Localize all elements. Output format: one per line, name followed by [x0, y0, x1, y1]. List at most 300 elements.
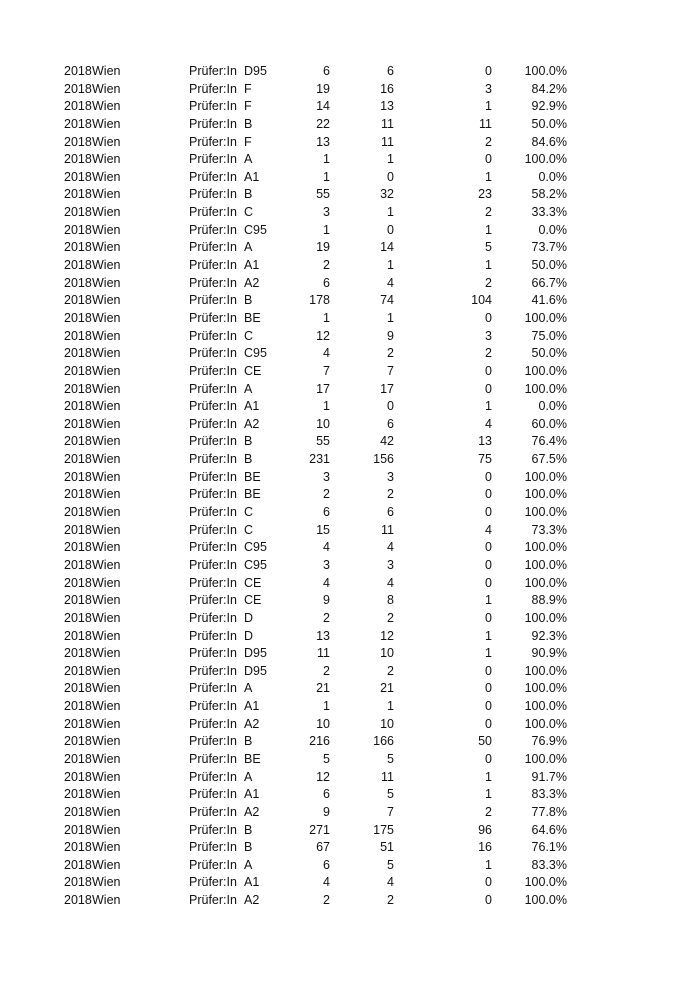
- table-row: [0, 751, 700, 769]
- total-count-cell: 13: [316, 628, 330, 643]
- license-class-cell: C95: [244, 346, 267, 361]
- license-class-cell: BE: [244, 487, 261, 502]
- location-cell: Wien: [92, 840, 121, 855]
- passed-count-cell: 6: [387, 64, 394, 78]
- total-count-cell: 14: [316, 99, 330, 114]
- license-class-cell: A: [244, 240, 253, 255]
- failed-count-cell: 0: [485, 152, 492, 167]
- failed-count-cell: 0: [485, 487, 492, 502]
- total-count-cell: 5: [323, 751, 330, 766]
- location-cell: Wien: [92, 646, 121, 661]
- examiner-cell: Prüfer:In: [189, 593, 237, 608]
- table-row: [0, 610, 700, 628]
- year-cell: 2018: [64, 822, 92, 837]
- pass-rate-cell: 84.2%: [531, 81, 567, 96]
- pass-rate-cell: 0.0%: [538, 222, 567, 237]
- table-row: [0, 504, 700, 522]
- table-row: [0, 592, 700, 610]
- pass-rate-cell: 58.2%: [531, 187, 567, 202]
- failed-count-cell: 1: [485, 787, 492, 802]
- year-cell: 2018: [64, 293, 92, 308]
- total-count-cell: 6: [323, 787, 330, 802]
- total-count-cell: 3: [323, 205, 330, 220]
- license-class-cell: D95: [244, 646, 267, 661]
- failed-count-cell: 3: [485, 328, 492, 343]
- passed-count-cell: 6: [387, 505, 394, 520]
- location-cell: Wien: [92, 293, 121, 308]
- table-row: [0, 433, 700, 451]
- license-class-cell: A2: [244, 893, 260, 908]
- pass-rate-cell: 100.0%: [524, 575, 567, 590]
- failed-count-cell: 1: [485, 169, 492, 184]
- table-row: [0, 628, 700, 646]
- failed-count-cell: 23: [478, 187, 492, 202]
- failed-count-cell: 16: [478, 840, 492, 855]
- year-cell: 2018: [64, 81, 92, 96]
- passed-count-cell: 11: [381, 769, 394, 784]
- license-class-cell: C: [244, 328, 254, 343]
- year-cell: 2018: [64, 787, 92, 802]
- passed-count-cell: 1: [387, 310, 394, 325]
- table-row: [0, 451, 700, 469]
- failed-count-cell: 0: [485, 610, 492, 625]
- passed-count-cell: 4: [387, 875, 394, 890]
- pass-rate-cell: 100.0%: [524, 310, 567, 325]
- examiner-cell: Prüfer:In: [189, 240, 237, 255]
- total-count-cell: 6: [323, 857, 330, 872]
- examiner-cell: Prüfer:In: [189, 734, 237, 749]
- table-row: [0, 698, 700, 716]
- license-class-cell: B: [244, 734, 253, 749]
- year-cell: 2018: [64, 557, 92, 572]
- passed-count-cell: 11: [381, 134, 394, 149]
- pass-rate-cell: 73.3%: [531, 522, 567, 537]
- passed-count-cell: 5: [387, 857, 394, 872]
- table-row: [0, 645, 700, 663]
- passed-count-cell: 175: [373, 822, 394, 837]
- location-cell: Wien: [92, 310, 121, 325]
- location-cell: Wien: [92, 328, 121, 343]
- failed-count-cell: 3: [485, 81, 492, 96]
- table-row: [0, 786, 700, 804]
- total-count-cell: 21: [316, 681, 330, 696]
- pass-rate-cell: 60.0%: [531, 416, 567, 431]
- pass-rate-cell: 76.4%: [531, 434, 567, 449]
- passed-count-cell: 166: [373, 734, 394, 749]
- table-row: [0, 328, 700, 346]
- examiner-cell: Prüfer:In: [189, 893, 237, 908]
- failed-count-cell: 0: [485, 310, 492, 325]
- location-cell: Wien: [92, 505, 121, 520]
- year-cell: 2018: [64, 663, 92, 678]
- passed-count-cell: 1: [387, 205, 394, 220]
- license-class-cell: A1: [244, 399, 260, 414]
- year-cell: 2018: [64, 346, 92, 361]
- pass-rate-cell: 100.0%: [524, 875, 567, 890]
- year-cell: 2018: [64, 222, 92, 237]
- failed-count-cell: 5: [485, 240, 492, 255]
- year-cell: 2018: [64, 258, 92, 273]
- passed-count-cell: 4: [387, 275, 394, 290]
- pass-rate-cell: 91.7%: [531, 769, 567, 784]
- location-cell: Wien: [92, 628, 121, 643]
- year-cell: 2018: [64, 328, 92, 343]
- passed-count-cell: 5: [387, 787, 394, 802]
- examiner-cell: Prüfer:In: [189, 522, 237, 537]
- passed-count-cell: 74: [380, 293, 394, 308]
- failed-count-cell: 0: [485, 751, 492, 766]
- location-cell: Wien: [92, 681, 121, 696]
- pass-rate-cell: 83.3%: [531, 787, 567, 802]
- year-cell: 2018: [64, 646, 92, 661]
- examiner-cell: Prüfer:In: [189, 469, 237, 484]
- passed-count-cell: 2: [387, 663, 394, 678]
- passed-count-cell: 4: [387, 540, 394, 555]
- license-class-cell: C: [244, 205, 254, 220]
- failed-count-cell: 0: [485, 699, 492, 714]
- license-class-cell: A1: [244, 875, 260, 890]
- pass-rate-cell: 76.1%: [531, 840, 567, 855]
- failed-count-cell: 11: [479, 116, 492, 131]
- location-cell: Wien: [92, 575, 121, 590]
- examiner-cell: Prüfer:In: [189, 381, 237, 396]
- failed-count-cell: 50: [478, 734, 492, 749]
- year-cell: 2018: [64, 416, 92, 431]
- total-count-cell: 55: [316, 434, 330, 449]
- failed-count-cell: 1: [485, 593, 492, 608]
- license-class-cell: A: [244, 769, 253, 784]
- passed-count-cell: 13: [380, 99, 394, 114]
- year-cell: 2018: [64, 751, 92, 766]
- passed-count-cell: 7: [387, 804, 394, 819]
- failed-count-cell: 104: [471, 293, 492, 308]
- examiner-cell: Prüfer:In: [189, 452, 237, 467]
- failed-count-cell: 4: [485, 416, 492, 431]
- examiner-cell: Prüfer:In: [189, 81, 237, 96]
- total-count-cell: 4: [323, 346, 330, 361]
- examiner-cell: Prüfer:In: [189, 663, 237, 678]
- year-cell: 2018: [64, 593, 92, 608]
- examiner-cell: Prüfer:In: [189, 822, 237, 837]
- pass-rate-cell: 100.0%: [524, 487, 567, 502]
- year-cell: 2018: [64, 857, 92, 872]
- examiner-cell: Prüfer:In: [189, 116, 237, 131]
- examiner-cell: Prüfer:In: [189, 646, 237, 661]
- passed-count-cell: 2: [387, 487, 394, 502]
- location-cell: Wien: [92, 222, 121, 237]
- year-cell: 2018: [64, 840, 92, 855]
- location-cell: Wien: [92, 399, 121, 414]
- license-class-cell: F: [244, 134, 252, 149]
- passed-count-cell: 16: [380, 81, 394, 96]
- failed-count-cell: 4: [485, 522, 492, 537]
- passed-count-cell: 32: [380, 187, 394, 202]
- table-row: [0, 486, 700, 504]
- location-cell: Wien: [92, 452, 121, 467]
- location-cell: Wien: [92, 187, 121, 202]
- license-class-cell: D: [244, 628, 254, 643]
- examiner-cell: Prüfer:In: [189, 152, 237, 167]
- failed-count-cell: 0: [485, 469, 492, 484]
- examiner-cell: Prüfer:In: [189, 769, 237, 784]
- passed-count-cell: 8: [387, 593, 394, 608]
- table-row: [0, 204, 700, 222]
- total-count-cell: 216: [309, 734, 330, 749]
- passed-count-cell: 11: [381, 116, 394, 131]
- pass-rate-cell: 0.0%: [538, 399, 567, 414]
- pass-rate-cell: 100.0%: [524, 681, 567, 696]
- examiner-cell: Prüfer:In: [189, 505, 237, 520]
- year-cell: 2018: [64, 205, 92, 220]
- failed-count-cell: 0: [485, 557, 492, 572]
- license-class-cell: A1: [244, 699, 260, 714]
- passed-count-cell: 1: [387, 152, 394, 167]
- pass-rate-cell: 92.9%: [531, 99, 567, 114]
- table-row: [0, 416, 700, 434]
- failed-count-cell: 0: [485, 540, 492, 555]
- examiner-cell: Prüfer:In: [189, 258, 237, 273]
- location-cell: Wien: [92, 787, 121, 802]
- passed-count-cell: 2: [387, 610, 394, 625]
- total-count-cell: 2: [323, 663, 330, 678]
- total-count-cell: 3: [323, 557, 330, 572]
- examiner-cell: Prüfer:In: [189, 134, 237, 149]
- year-cell: 2018: [64, 716, 92, 731]
- year-cell: 2018: [64, 893, 92, 908]
- license-class-cell: C95: [244, 540, 267, 555]
- table-row: [0, 892, 700, 910]
- table-row: [0, 874, 700, 892]
- examiner-cell: Prüfer:In: [189, 275, 237, 290]
- table-row: [0, 134, 700, 152]
- examiner-cell: Prüfer:In: [189, 610, 237, 625]
- location-cell: Wien: [92, 99, 121, 114]
- location-cell: Wien: [92, 469, 121, 484]
- failed-count-cell: 0: [485, 381, 492, 396]
- location-cell: Wien: [92, 116, 121, 131]
- license-class-cell: CE: [244, 593, 262, 608]
- total-count-cell: 12: [316, 769, 330, 784]
- location-cell: Wien: [92, 769, 121, 784]
- pass-rate-cell: 100.0%: [524, 152, 567, 167]
- year-cell: 2018: [64, 363, 92, 378]
- table-row: [0, 239, 700, 257]
- location-cell: Wien: [92, 346, 121, 361]
- year-cell: 2018: [64, 734, 92, 749]
- passed-count-cell: 3: [387, 469, 394, 484]
- table-row: [0, 539, 700, 557]
- year-cell: 2018: [64, 628, 92, 643]
- pass-rate-cell: 50.0%: [531, 116, 567, 131]
- license-class-cell: C95: [244, 557, 267, 572]
- pass-rate-cell: 77.8%: [531, 804, 567, 819]
- license-class-cell: BE: [244, 469, 261, 484]
- total-count-cell: 7: [323, 363, 330, 378]
- total-count-cell: 1: [323, 169, 330, 184]
- table-row: [0, 733, 700, 751]
- location-cell: Wien: [92, 822, 121, 837]
- examiner-cell: Prüfer:In: [189, 840, 237, 855]
- table-row: [0, 169, 700, 187]
- year-cell: 2018: [64, 399, 92, 414]
- location-cell: Wien: [92, 593, 121, 608]
- location-cell: Wien: [92, 434, 121, 449]
- location-cell: Wien: [92, 152, 121, 167]
- pass-rate-cell: 75.0%: [531, 328, 567, 343]
- examiner-cell: Prüfer:In: [189, 804, 237, 819]
- location-cell: Wien: [92, 610, 121, 625]
- location-cell: Wien: [92, 81, 121, 96]
- year-cell: 2018: [64, 169, 92, 184]
- total-count-cell: 1: [323, 152, 330, 167]
- license-class-cell: D95: [244, 64, 267, 78]
- failed-count-cell: 2: [485, 346, 492, 361]
- table-row: [0, 363, 700, 381]
- passed-count-cell: 2: [387, 346, 394, 361]
- year-cell: 2018: [64, 275, 92, 290]
- year-cell: 2018: [64, 64, 92, 78]
- pass-rate-cell: 100.0%: [524, 716, 567, 731]
- examiner-cell: Prüfer:In: [189, 416, 237, 431]
- pass-rate-cell: 33.3%: [531, 205, 567, 220]
- year-cell: 2018: [64, 152, 92, 167]
- passed-count-cell: 21: [380, 681, 394, 696]
- total-count-cell: 6: [323, 505, 330, 520]
- license-class-cell: A: [244, 152, 253, 167]
- location-cell: Wien: [92, 804, 121, 819]
- passed-count-cell: 17: [380, 381, 394, 396]
- license-class-cell: A: [244, 381, 253, 396]
- failed-count-cell: 1: [485, 258, 492, 273]
- examiner-cell: Prüfer:In: [189, 293, 237, 308]
- passed-count-cell: 5: [387, 751, 394, 766]
- failed-count-cell: 1: [485, 646, 492, 661]
- examiner-cell: Prüfer:In: [189, 857, 237, 872]
- year-cell: 2018: [64, 575, 92, 590]
- license-class-cell: CE: [244, 363, 262, 378]
- passed-count-cell: 6: [387, 416, 394, 431]
- year-cell: 2018: [64, 699, 92, 714]
- failed-count-cell: 2: [485, 134, 492, 149]
- license-class-cell: B: [244, 187, 253, 202]
- total-count-cell: 10: [316, 716, 330, 731]
- location-cell: Wien: [92, 64, 121, 78]
- failed-count-cell: 0: [485, 363, 492, 378]
- total-count-cell: 9: [323, 593, 330, 608]
- failed-count-cell: 2: [485, 205, 492, 220]
- total-count-cell: 9: [323, 804, 330, 819]
- failed-count-cell: 0: [485, 505, 492, 520]
- examiner-cell: Prüfer:In: [189, 99, 237, 114]
- total-count-cell: 2: [323, 893, 330, 908]
- location-cell: Wien: [92, 716, 121, 731]
- location-cell: Wien: [92, 522, 121, 537]
- passed-count-cell: 14: [380, 240, 394, 255]
- pass-rate-cell: 64.6%: [531, 822, 567, 837]
- year-cell: 2018: [64, 134, 92, 149]
- table-row: [0, 222, 700, 240]
- examiner-cell: Prüfer:In: [189, 557, 237, 572]
- failed-count-cell: 0: [485, 893, 492, 908]
- location-cell: Wien: [92, 258, 121, 273]
- location-cell: Wien: [92, 169, 121, 184]
- examiner-cell: Prüfer:In: [189, 64, 237, 78]
- table-row: [0, 680, 700, 698]
- failed-count-cell: 1: [485, 222, 492, 237]
- license-class-cell: D95: [244, 663, 267, 678]
- location-cell: Wien: [92, 893, 121, 908]
- table-row: [0, 769, 700, 787]
- total-count-cell: 2: [323, 487, 330, 502]
- examiner-cell: Prüfer:In: [189, 681, 237, 696]
- failed-count-cell: 1: [485, 628, 492, 643]
- table-row: [0, 151, 700, 169]
- table-row: [0, 522, 700, 540]
- total-count-cell: 22: [316, 116, 330, 131]
- pass-rate-cell: 100.0%: [524, 540, 567, 555]
- table-row: [0, 186, 700, 204]
- license-class-cell: BE: [244, 310, 261, 325]
- year-cell: 2018: [64, 99, 92, 114]
- location-cell: Wien: [92, 699, 121, 714]
- total-count-cell: 6: [323, 275, 330, 290]
- table-row: [0, 116, 700, 134]
- year-cell: 2018: [64, 434, 92, 449]
- failed-count-cell: 1: [485, 769, 492, 784]
- pass-rate-cell: 83.3%: [531, 857, 567, 872]
- failed-count-cell: 13: [478, 434, 492, 449]
- passed-count-cell: 1: [387, 699, 394, 714]
- license-class-cell: F: [244, 81, 252, 96]
- location-cell: Wien: [92, 557, 121, 572]
- passed-count-cell: 1: [387, 258, 394, 273]
- total-count-cell: 67: [316, 840, 330, 855]
- table-row: [0, 716, 700, 734]
- pass-rate-cell: 66.7%: [531, 275, 567, 290]
- license-class-cell: B: [244, 822, 253, 837]
- location-cell: Wien: [92, 734, 121, 749]
- year-cell: 2018: [64, 540, 92, 555]
- failed-count-cell: 96: [478, 822, 492, 837]
- pass-rate-cell: 100.0%: [524, 751, 567, 766]
- table-row: [0, 310, 700, 328]
- location-cell: Wien: [92, 857, 121, 872]
- total-count-cell: 231: [309, 452, 330, 467]
- table-row: [0, 575, 700, 593]
- year-cell: 2018: [64, 522, 92, 537]
- total-count-cell: 271: [309, 822, 330, 837]
- pass-rate-cell: 100.0%: [524, 469, 567, 484]
- pass-rate-cell: 100.0%: [524, 557, 567, 572]
- passed-count-cell: 0: [387, 399, 394, 414]
- pass-rate-cell: 88.9%: [531, 593, 567, 608]
- failed-count-cell: 0: [485, 875, 492, 890]
- examiner-cell: Prüfer:In: [189, 310, 237, 325]
- passed-count-cell: 2: [387, 893, 394, 908]
- table-row: [0, 804, 700, 822]
- pass-rate-cell: 100.0%: [524, 505, 567, 520]
- total-count-cell: 1: [323, 222, 330, 237]
- total-count-cell: 4: [323, 540, 330, 555]
- examiner-cell: Prüfer:In: [189, 363, 237, 378]
- total-count-cell: 19: [316, 81, 330, 96]
- table-row: [0, 275, 700, 293]
- passed-count-cell: 10: [380, 646, 394, 661]
- license-class-cell: C: [244, 522, 254, 537]
- location-cell: Wien: [92, 205, 121, 220]
- total-count-cell: 3: [323, 469, 330, 484]
- passed-count-cell: 4: [387, 575, 394, 590]
